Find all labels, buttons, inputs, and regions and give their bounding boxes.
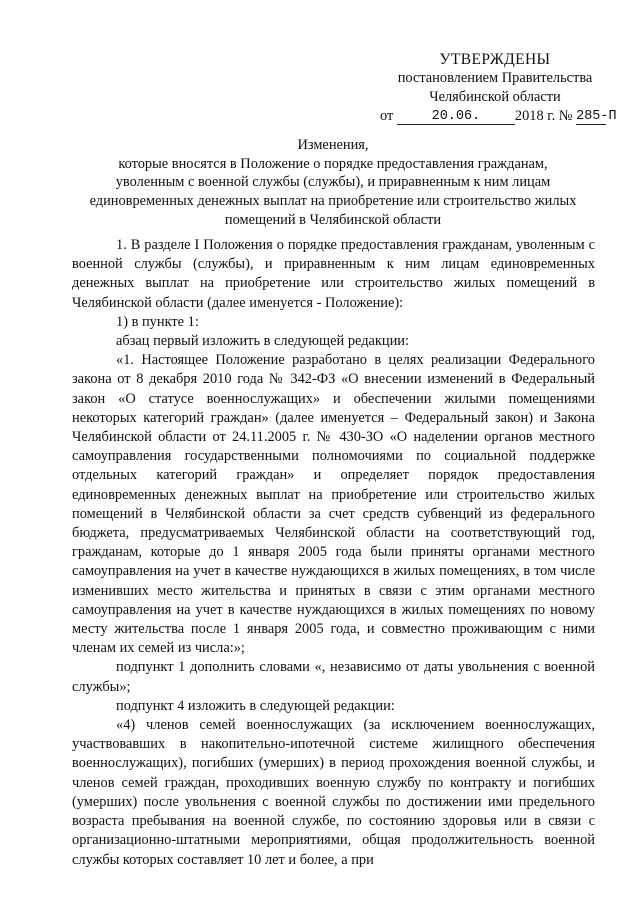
approval-year-text: 2018 г. № [514,108,573,124]
document-body [72,236,595,870]
heading-line-1: Изменения, [297,137,369,153]
approval-number: 285-П [576,109,617,124]
approval-line-2: Челябинской области [429,89,561,105]
approval-date: 20.06. [397,109,515,125]
approval-date-line [380,107,617,126]
heading-line-2: которые вносятся в Положение о порядке предоставления гражданам, [118,155,548,172]
paragraph-5: подпункт 1 дополнить словами «, независимо от даты увольнения с военной службы»; [72,659,595,695]
document-heading [58,136,608,230]
approval-line-1: постановлением Правительства [397,70,593,86]
paragraph-1: 1. В разделе I Положения о порядке предоставления гражданам, уволенным с военной службы (службы), и приравненным к ним лицам единовременных денежных выплат на приобретение или строительство жилых помещений в Челябинской области (далее именуется - Положение): [72,237,595,311]
paragraph-3: абзац первый изложить в следующей редакции: [116,333,410,350]
paragraph-7: «4) членов семей военнослужащих (за исключением военнослужащих, участвовавших в накопительно-ипотечной системе жилищного обеспечения военнослужащих), погибших (умерших) в период прохождения военной службы, и членов семей граждан, проходивших военную службу по контракту и погибших (умерших) после увольнения с военной службы по достижении ими предельного возраста пребывания на военной службе, по состоянию здоровья или в связи с организационно-штатными мероприятиями, общая продолжительность военной службы которых составляет 10 лет и более, а при [72,717,595,868]
heading-line-3: уволенным с военной службы (службы), и приравненным к ним лицам [115,174,551,191]
approval-block [380,50,617,126]
paragraph-2: 1) в пункте 1: [116,313,199,330]
heading-line-5: помещений в Челябинской области [224,211,442,228]
paragraph-4: «1. Настоящее Положение разработано в целях реализации Федерального закона от 8 декабря 2010 года № 342-ФЗ «О внесении изменений в Федеральный закон «О статусе военнослужащих» и обеспечении жилыми помещениями некоторых категорий граждан» (далее именуется – Федеральный закон) и Закона Челябинской области от 24.11.2005 г. № 430-ЗО «О наделении органов местного самоуправления государственными полномочиями по социальной поддержке отдельных категорий граждан» и определяет порядок предоставления единовременных денежных выплат на приобретение или строительство жилых помещений в Челябинской области за счет средств субвенций из федерального бюджета, предусматриваемых Челябинской области на соответствующий год, гражданам, которые до 1 января 2005 года были приняты органами местного самоуправления на учет в качестве нуждающихся в жилых помещениях, в том числе изменивших место жительства и принятых в связи с этим органами местного самоуправления на учет в качестве нуждающихся в жилых помещениях по новому месту жительства после 1 января 2005 года, и совместно проживающим с ними членам их семей из числа:»; [72,352,595,657]
paragraph-6: подпункт 4 изложить в следующей редакции: [116,697,395,714]
approval-title: УТВЕРЖДЕНЫ [439,51,551,68]
approval-from-label: от [380,108,394,124]
heading-line-4: единовременных денежных выплат на приобретение или строительство жилых [89,193,577,210]
